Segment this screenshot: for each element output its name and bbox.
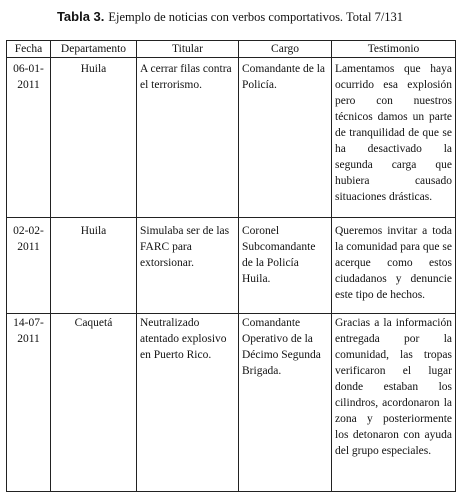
cell-cargo: Coronel Subcomandante de la Policía Huila. xyxy=(239,218,332,314)
cell-cargo: Comandante de la Policía. xyxy=(239,58,332,218)
cell-departamento: Huila xyxy=(51,218,137,314)
column-header-testimonio: Testimonio xyxy=(332,41,456,58)
cell-testimonio: Gracias a la información entregada por la comunidad, las tropas verificaron el lugar donde estaban los cilindros, acordonaron la zona y posteriormente los detonaron con ayuda del grupo especiales. xyxy=(332,314,456,492)
header-row xyxy=(7,41,456,58)
table-row xyxy=(7,218,456,314)
cell-departamento: Huila xyxy=(51,58,137,218)
news-table xyxy=(6,40,456,492)
cell-titular: Neutralizado atentado explosivo en Puerto Rico. xyxy=(137,314,239,492)
column-header-fecha: Fecha xyxy=(7,41,51,58)
table-caption xyxy=(0,9,460,25)
cell-departamento: Caquetá xyxy=(51,314,137,492)
cell-fecha: 02-02-2011 xyxy=(7,218,51,314)
column-header-cargo: Cargo xyxy=(239,41,332,58)
cell-fecha: 06-01-2011 xyxy=(7,58,51,218)
cell-titular: Simulaba ser de las FARC para extorsionar. xyxy=(137,218,239,314)
column-header-departamento: Departamento xyxy=(51,41,137,58)
cell-testimonio: Lamentamos que haya ocurrido esa explosión pero con nuestros técnicos damos un parte de tranquilidad de que se ha desactivado la segunda carga que hubiera causado situaciones drásticas. xyxy=(332,58,456,218)
column-header-titular: Titular xyxy=(137,41,239,58)
cell-titular: A cerrar filas contra el terrorismo. xyxy=(137,58,239,218)
table-caption-label: Tabla 3. xyxy=(56,9,105,24)
table-caption-text: Ejemplo de noticias con verbos comportativos. Total 7/131 xyxy=(108,10,404,24)
cell-cargo: Comandante Operativo de la Décimo Segunda Brigada. xyxy=(239,314,332,492)
table-row xyxy=(7,58,456,218)
cell-testimonio: Queremos invitar a toda la comunidad para que se acerque como estos ciudadanos y denuncie este tipo de hechos. xyxy=(332,218,456,314)
cell-fecha: 14-07-2011 xyxy=(7,314,51,492)
table-row xyxy=(7,314,456,492)
